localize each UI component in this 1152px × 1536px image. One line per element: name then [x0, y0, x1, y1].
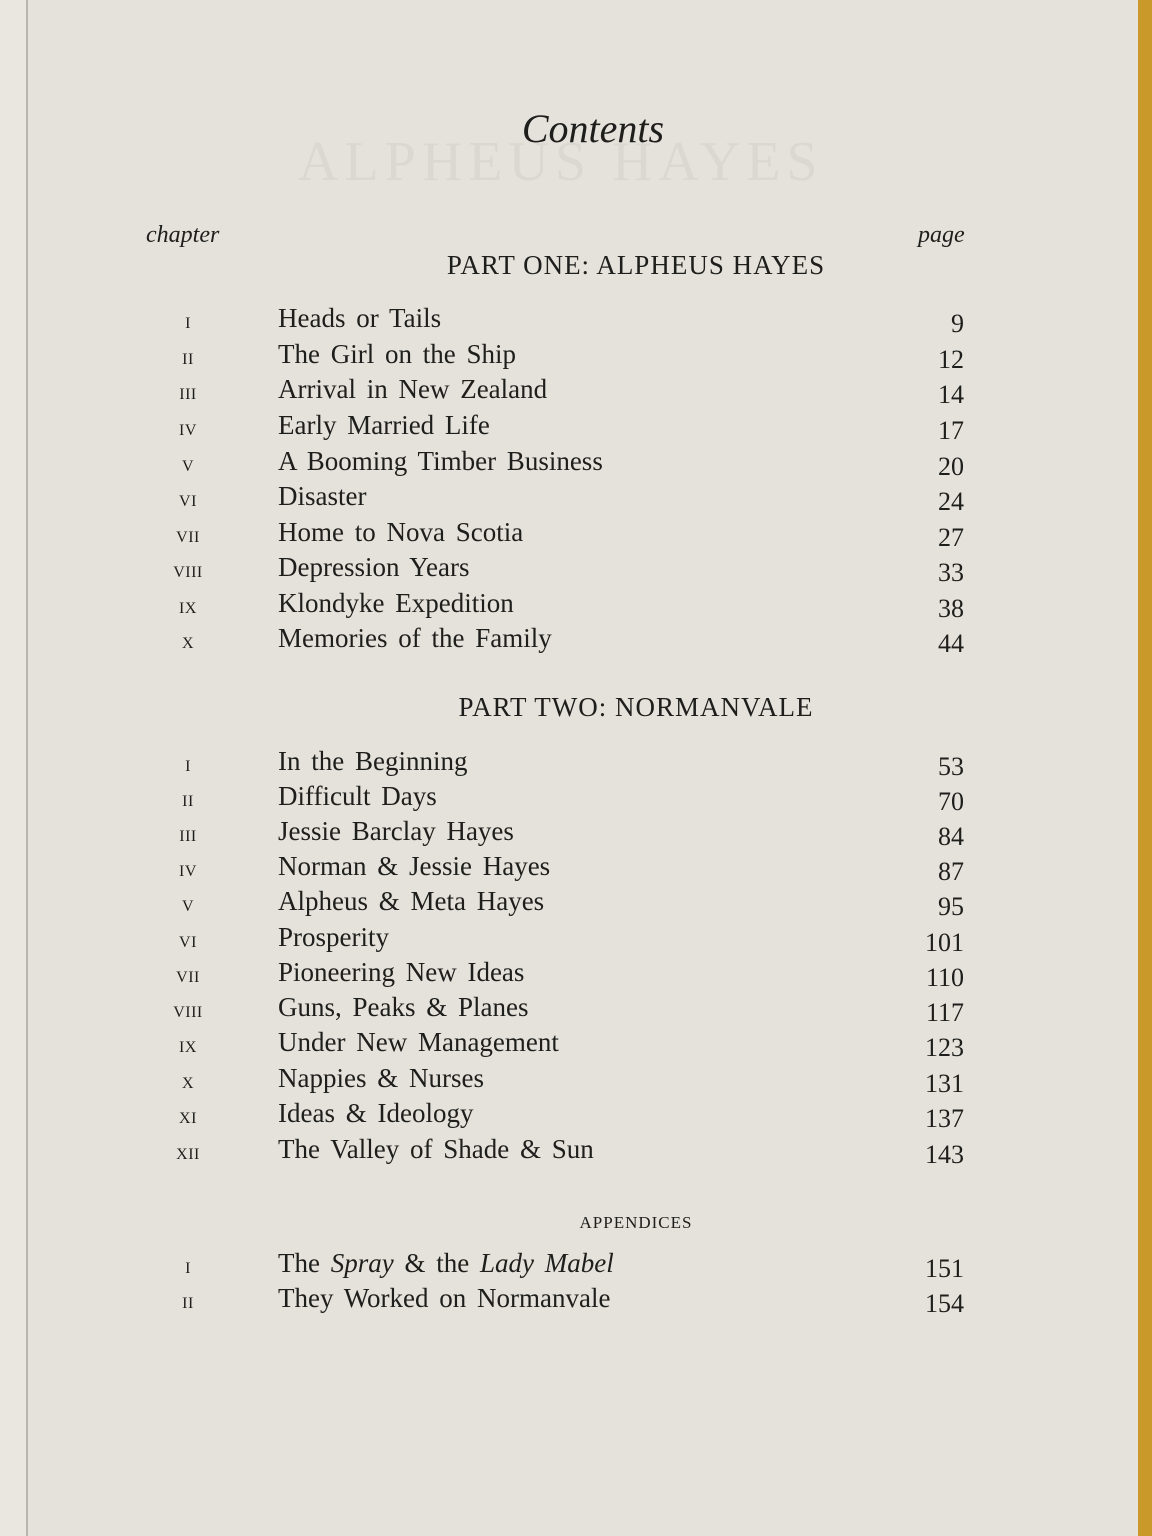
chapter-number: III — [179, 386, 197, 403]
chapter-number: X — [181, 1075, 195, 1092]
chapter-title: Jessie Barclay Hayes — [278, 816, 514, 846]
chapter-title: The Valley of Shade & Sun — [278, 1134, 594, 1164]
toc-row — [28, 851, 1138, 887]
toc-row — [28, 410, 1138, 446]
chapter-title: Heads or Tails — [278, 303, 442, 333]
page-number: 9 — [951, 309, 964, 338]
chapter-number: I — [185, 315, 191, 332]
chapter-title: Disaster — [278, 481, 367, 511]
page-number: 131 — [925, 1069, 964, 1098]
appendix-number: II — [182, 1295, 194, 1312]
page-number: 87 — [938, 857, 964, 886]
chapter-title: Norman & Jessie Hayes — [278, 851, 551, 881]
chapter-title: In the Beginning — [278, 746, 468, 776]
toc-row — [28, 552, 1138, 588]
chapter-number: III — [179, 828, 197, 845]
book-cover-edge — [1138, 0, 1152, 1536]
page-number: 110 — [925, 963, 964, 992]
toc-row — [28, 446, 1138, 482]
chapter-title: Pioneering New Ideas — [278, 957, 525, 987]
chapter-title: Under New Management — [278, 1027, 559, 1057]
page-number: 137 — [925, 1104, 964, 1133]
page-number: 14 — [938, 380, 964, 409]
chapter-number: V — [181, 898, 195, 915]
toc-row — [28, 992, 1138, 1028]
toc-row — [28, 623, 1138, 659]
part-one-heading: PART ONE: ALPHEUS HAYES — [446, 250, 826, 280]
facing-page-margin — [0, 0, 28, 1536]
toc-row — [28, 1027, 1138, 1063]
page-number: 143 — [925, 1140, 964, 1169]
chapter-title: A Booming Timber Business — [278, 446, 603, 476]
page-number: 33 — [938, 558, 964, 587]
page-number: 70 — [938, 787, 964, 816]
chapter-number: II — [182, 793, 194, 810]
toc-row — [28, 1134, 1138, 1170]
chapter-number: IX — [179, 600, 197, 617]
page-number: 151 — [925, 1254, 964, 1283]
chapter-title: Depression Years — [278, 552, 470, 582]
chapter-number: VIII — [173, 564, 203, 581]
toc-row — [28, 1248, 1138, 1284]
chapter-number: X — [181, 635, 195, 652]
appendix-title-part: & the — [393, 1248, 480, 1278]
page-number: 24 — [938, 487, 964, 516]
page-number: 123 — [925, 1033, 964, 1062]
toc-row — [28, 481, 1138, 517]
chapter-number: VIII — [173, 1004, 203, 1021]
chapter-title: Memories of the Family — [278, 623, 552, 653]
page-number: 44 — [938, 629, 964, 658]
toc-row — [28, 957, 1138, 993]
chapter-title: Difficult Days — [278, 781, 437, 811]
chapter-number: IX — [179, 1039, 197, 1056]
chapter-title: Nappies & Nurses — [278, 1063, 484, 1093]
chapter-number: IV — [179, 422, 197, 439]
appendix-number: I — [185, 1260, 191, 1277]
ship-name-spray: Spray — [330, 1248, 394, 1278]
page-number: 53 — [938, 752, 964, 781]
chapter-number: VI — [179, 934, 197, 951]
page-number: 12 — [938, 345, 964, 374]
page-number: 101 — [925, 928, 964, 957]
part-two-heading: PART TWO: NORMANVALE — [458, 692, 814, 722]
chapter-number: VI — [179, 493, 197, 510]
chapter-title: Prosperity — [278, 922, 389, 952]
chapter-title: Arrival in New Zealand — [278, 374, 548, 404]
page-column-header: page — [918, 222, 965, 248]
chapter-number: V — [181, 458, 195, 475]
chapter-column-header: chapter — [146, 222, 220, 248]
toc-row — [28, 816, 1138, 852]
chapter-number: XI — [179, 1110, 197, 1127]
toc-row — [28, 374, 1138, 410]
chapter-title: Early Married Life — [278, 410, 490, 440]
toc-row — [28, 886, 1138, 922]
appendix-title-part: The — [278, 1248, 331, 1278]
toc-row — [28, 1098, 1138, 1134]
toc-row — [28, 517, 1138, 553]
chapter-number: VII — [176, 529, 200, 546]
toc-row — [28, 922, 1138, 958]
chapter-number: I — [185, 758, 191, 775]
chapter-number: II — [182, 351, 194, 368]
page-number: 17 — [938, 416, 964, 445]
book-page — [28, 0, 1138, 1536]
appendices-heading: APPENDICES — [579, 1213, 693, 1232]
toc-row — [28, 1063, 1138, 1099]
page-number: 95 — [938, 892, 964, 921]
chapter-number: XII — [176, 1146, 200, 1163]
chapter-title: Home to Nova Scotia — [278, 517, 524, 547]
chapter-title: Guns, Peaks & Planes — [278, 992, 529, 1022]
toc-row — [28, 746, 1138, 782]
chapter-title: Klondyke Expedition — [278, 588, 514, 618]
chapter-number: VII — [176, 969, 200, 986]
chapter-title: Alpheus & Meta Hayes — [278, 886, 545, 916]
chapter-title: The Girl on the Ship — [278, 339, 516, 369]
page-number: 154 — [925, 1289, 964, 1318]
chapter-number: IV — [179, 863, 197, 880]
toc-row — [28, 781, 1138, 817]
page-number: 27 — [938, 523, 964, 552]
page-number: 84 — [938, 822, 964, 851]
page-number: 38 — [938, 594, 964, 623]
chapter-title: Ideas & Ideology — [278, 1098, 474, 1128]
page-title: Contents — [521, 106, 665, 151]
toc-row — [28, 339, 1138, 375]
page-number: 117 — [925, 998, 964, 1027]
toc-row — [28, 1283, 1138, 1319]
page-number: 20 — [938, 452, 964, 481]
appendix-title — [278, 1248, 614, 1279]
appendix-title: They Worked on Normanvale — [278, 1283, 611, 1313]
ship-name-lady-mabel: Lady Mabel — [479, 1248, 614, 1278]
toc-row — [28, 303, 1138, 339]
toc-row — [28, 588, 1138, 624]
